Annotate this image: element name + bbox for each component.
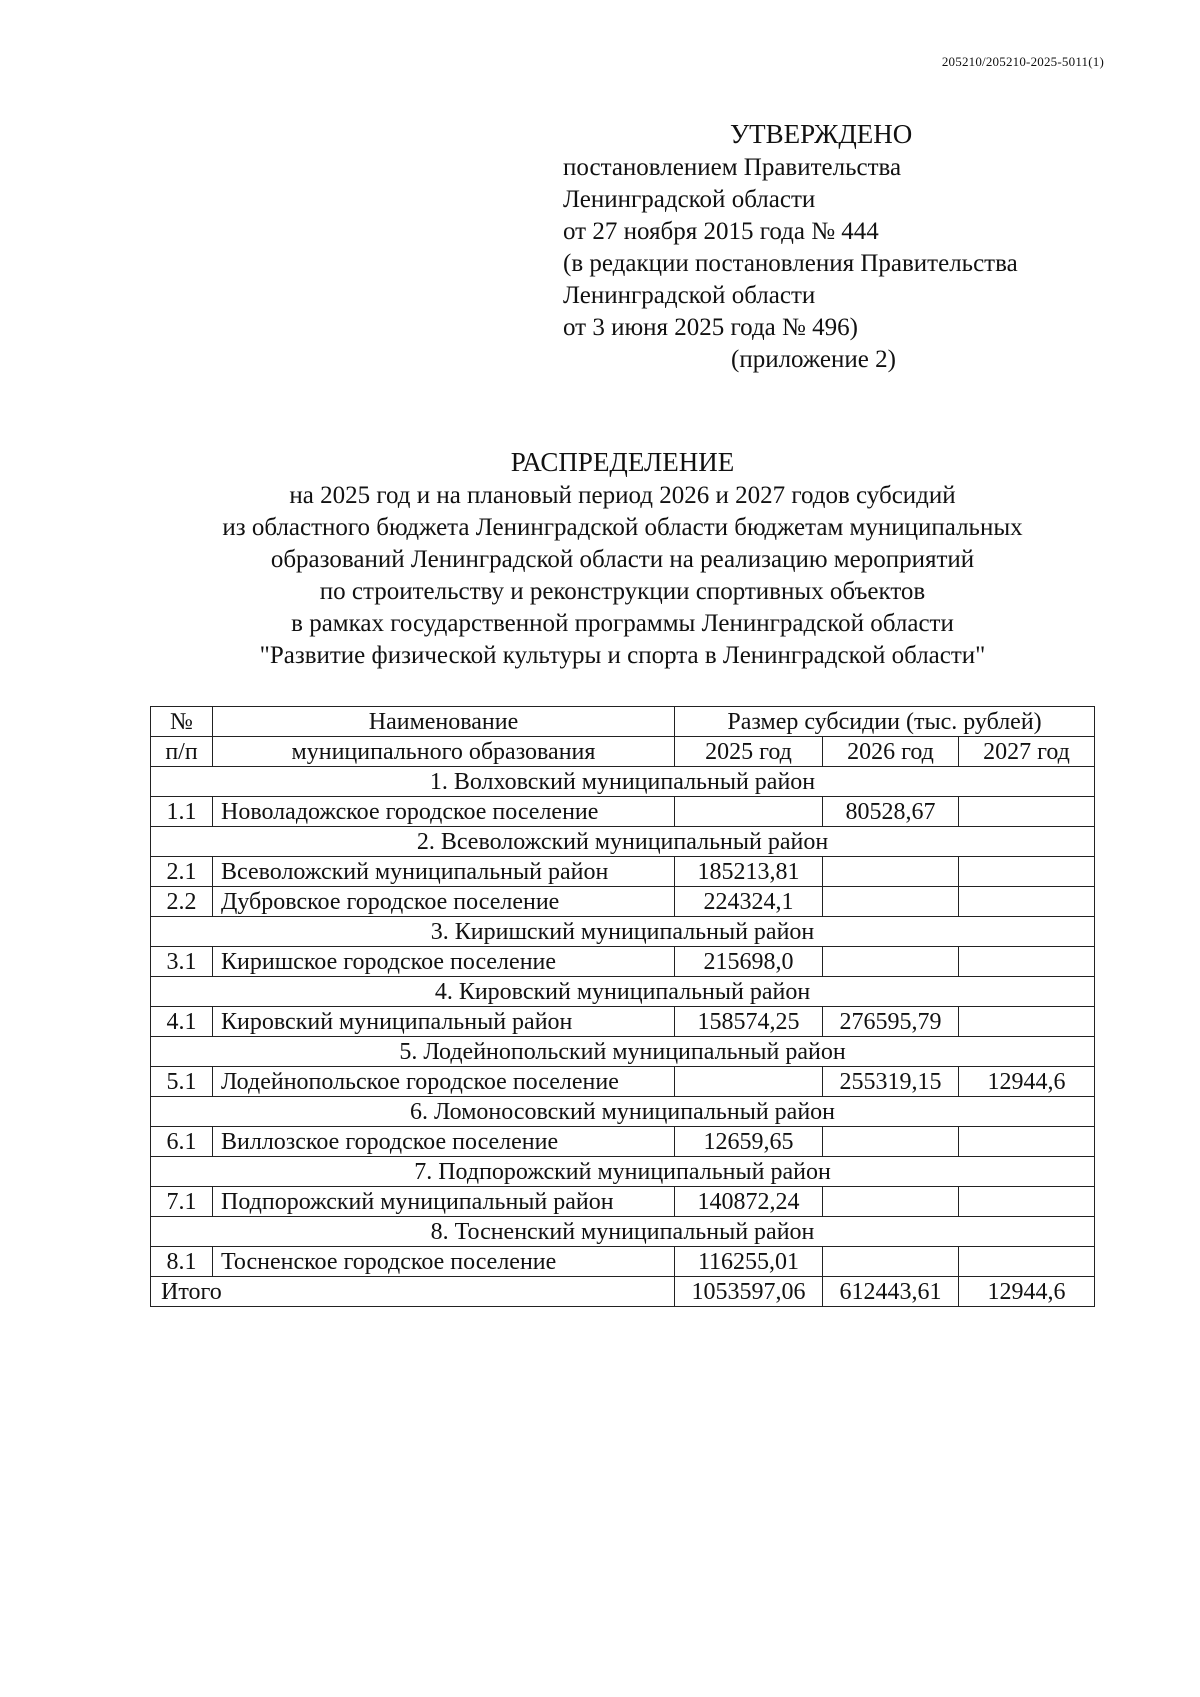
- value-2026: [823, 1187, 959, 1217]
- row-number: 7.1: [151, 1187, 213, 1217]
- heading-line: "Развитие физической культуры и спорта в Ленинградской области": [259, 642, 986, 669]
- value-2026: [823, 887, 959, 917]
- value-2027: 12944,6: [959, 1067, 1095, 1097]
- document-title: РАСПРЕДЕЛЕНИЕ: [510, 447, 735, 477]
- group-label: 2. Всеволожский муниципальный район: [151, 827, 1095, 857]
- value-2027: [959, 1007, 1095, 1037]
- group-label: 7. Подпорожский муниципальный район: [151, 1157, 1095, 1187]
- value-2025: 12659,65: [675, 1127, 823, 1157]
- approval-line: от 3 июня 2025 года № 496): [563, 314, 858, 341]
- table-row: [151, 1187, 1095, 1217]
- appendix-note: (приложение 2): [731, 346, 896, 373]
- heading-line: в рамках государственной программы Ленинградской области: [291, 610, 954, 637]
- table-group-row: [151, 1217, 1095, 1247]
- group-label: 8. Тосненский муниципальный район: [151, 1217, 1095, 1247]
- document-id: 205210/205210-2025-5011(1): [941, 54, 1104, 69]
- header-year-2027: 2027 год: [959, 737, 1095, 767]
- approval-line: постановлением Правительства: [563, 154, 902, 181]
- group-label: 1. Волховский муниципальный район: [151, 767, 1095, 797]
- header-num-line1: №: [151, 707, 213, 737]
- row-name: Новоладожское городское поселение: [213, 797, 675, 827]
- row-number: 1.1: [151, 797, 213, 827]
- value-2027: [959, 857, 1095, 887]
- row-name: Киришское городское поселение: [213, 947, 675, 977]
- row-name: Виллозское городское поселение: [213, 1127, 675, 1157]
- row-name: Дубровское городское поселение: [213, 887, 675, 917]
- row-number: 6.1: [151, 1127, 213, 1157]
- table-group-row: [151, 1037, 1095, 1067]
- header-name-line2: муниципального образования: [213, 737, 675, 767]
- table-row: [151, 1127, 1095, 1157]
- heading-line: на 2025 год и на плановый период 2026 и 2027 годов субсидий: [289, 482, 956, 509]
- value-2025: 185213,81: [675, 857, 823, 887]
- table-row: [151, 797, 1095, 827]
- approval-line: Ленинградской области: [563, 186, 816, 213]
- table-total-row: [151, 1277, 1095, 1307]
- row-number: 5.1: [151, 1067, 213, 1097]
- row-name: Всеволожский муниципальный район: [213, 857, 675, 887]
- row-number: 8.1: [151, 1247, 213, 1277]
- table-group-row: [151, 917, 1095, 947]
- row-name: Подпорожский муниципальный район: [213, 1187, 675, 1217]
- value-2026: [823, 1247, 959, 1277]
- value-2025: 140872,24: [675, 1187, 823, 1217]
- value-2027: [959, 1127, 1095, 1157]
- row-number: 3.1: [151, 947, 213, 977]
- value-2025: 224324,1: [675, 887, 823, 917]
- total-2027: 12944,6: [959, 1277, 1095, 1307]
- table-row: [151, 1247, 1095, 1277]
- total-2026: 612443,61: [823, 1277, 959, 1307]
- value-2027: [959, 1187, 1095, 1217]
- value-2027: [959, 887, 1095, 917]
- row-name: Тосненское городское поселение: [213, 1247, 675, 1277]
- approval-block: [563, 118, 1123, 376]
- value-2026: 276595,79: [823, 1007, 959, 1037]
- heading-line: по строительству и реконструкции спортивных объектов: [319, 578, 926, 605]
- table-group-row: [151, 767, 1095, 797]
- header-year-2025: 2025 год: [675, 737, 823, 767]
- table-group-row: [151, 977, 1095, 1007]
- value-2025: 116255,01: [675, 1247, 823, 1277]
- row-name: Лодейнопольское городское поселение: [213, 1067, 675, 1097]
- value-2026: [823, 857, 959, 887]
- group-label: 6. Ломоносовский муниципальный район: [151, 1097, 1095, 1127]
- value-2026: [823, 947, 959, 977]
- heading-line: образований Ленинградской области на реализацию мероприятий: [270, 546, 975, 573]
- value-2026: [823, 1127, 959, 1157]
- approval-line: (в редакции постановления Правительства: [563, 250, 1018, 277]
- table-group-row: [151, 1157, 1095, 1187]
- approval-title: УТВЕРЖДЕНО: [730, 119, 913, 149]
- table-row: [151, 1067, 1095, 1097]
- subsidy-distribution-table: [150, 706, 1095, 1307]
- row-name: Кировский муниципальный район: [213, 1007, 675, 1037]
- value-2025: [675, 1067, 823, 1097]
- header-num-line2: п/п: [151, 737, 213, 767]
- document-heading: [140, 446, 1105, 672]
- table-group-row: [151, 827, 1095, 857]
- header-name-line1: Наименование: [213, 707, 675, 737]
- table-row: [151, 1007, 1095, 1037]
- group-label: 3. Киришский муниципальный район: [151, 917, 1095, 947]
- table-row: [151, 947, 1095, 977]
- total-2025: 1053597,06: [675, 1277, 823, 1307]
- value-2026: 80528,67: [823, 797, 959, 827]
- header-subsidy-size: Размер субсидии (тыс. рублей): [675, 707, 1095, 737]
- value-2027: [959, 947, 1095, 977]
- group-label: 5. Лодейнопольский муниципальный район: [151, 1037, 1095, 1067]
- heading-line: из областного бюджета Ленинградской области бюджетам муниципальных: [222, 514, 1023, 541]
- row-number: 2.2: [151, 887, 213, 917]
- row-number: 4.1: [151, 1007, 213, 1037]
- value-2025: [675, 797, 823, 827]
- approval-line: от 27 ноября 2015 года № 444: [563, 218, 879, 245]
- group-label: 4. Кировский муниципальный район: [151, 977, 1095, 1007]
- value-2025: 158574,25: [675, 1007, 823, 1037]
- value-2027: [959, 797, 1095, 827]
- total-label: Итого: [151, 1277, 675, 1307]
- row-number: 2.1: [151, 857, 213, 887]
- value-2026: 255319,15: [823, 1067, 959, 1097]
- table-row: [151, 857, 1095, 887]
- value-2027: [959, 1247, 1095, 1277]
- approval-line: Ленинградской области: [563, 282, 816, 309]
- table-group-row: [151, 1097, 1095, 1127]
- value-2025: 215698,0: [675, 947, 823, 977]
- header-year-2026: 2026 год: [823, 737, 959, 767]
- table-row: [151, 887, 1095, 917]
